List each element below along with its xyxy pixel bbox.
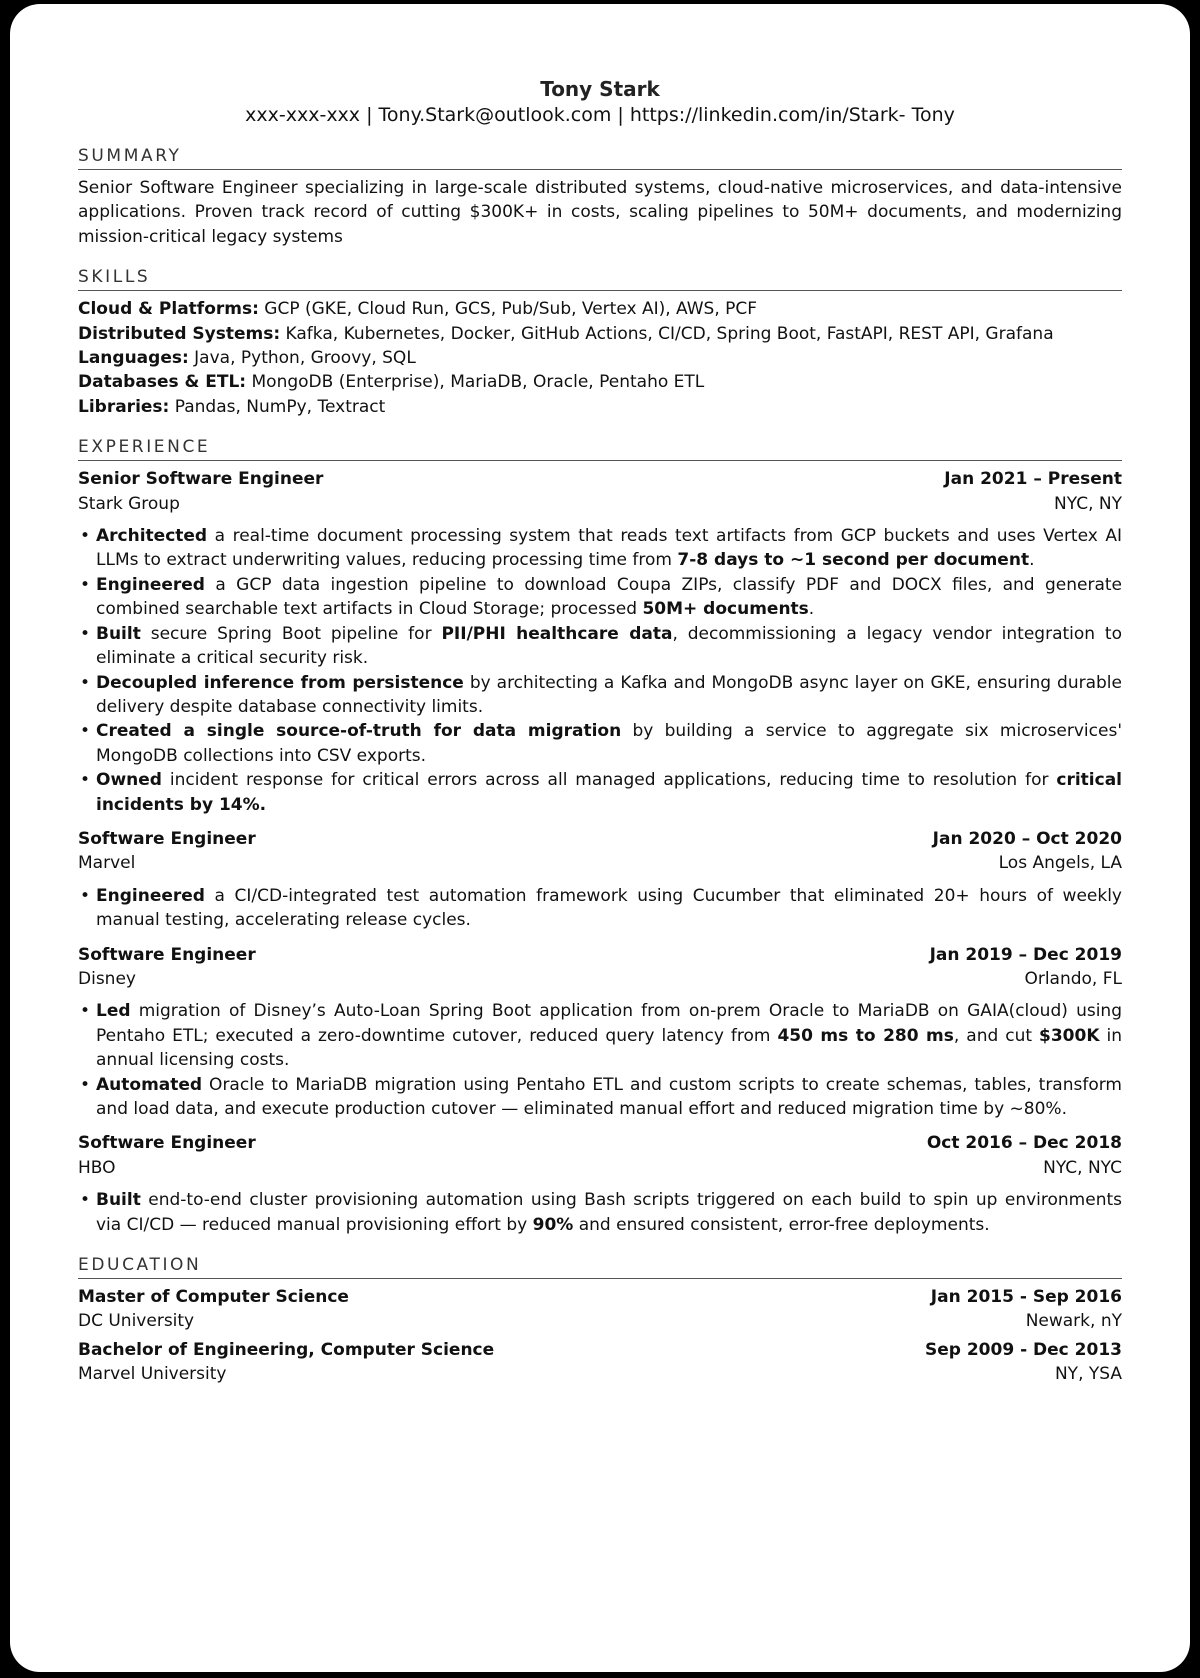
bullet-segment: Owned	[96, 770, 162, 791]
skill-label: Languages:	[78, 348, 189, 369]
job-title: Software Engineer	[78, 828, 256, 849]
job-title: Software Engineer	[78, 1133, 256, 1154]
job-bullets	[78, 999, 1122, 1121]
job-bullets	[78, 524, 1122, 817]
job-entry	[78, 467, 1122, 817]
bullet-segment: by building a service to aggregate six microservices' MongoDB collections into CSV exports.	[96, 721, 1122, 766]
section-title-education: EDUCATION	[78, 1253, 1122, 1279]
bullet-segment: Automated	[96, 1074, 203, 1095]
job-company: Disney	[78, 968, 136, 989]
skill-line	[78, 297, 1122, 321]
section-title-summary: SUMMARY	[78, 144, 1122, 170]
bullet-segment: Built	[96, 623, 141, 644]
bullet-segment: Led	[96, 1001, 131, 1022]
job-bullet	[78, 999, 1122, 1072]
job-location: Orlando, FL	[1024, 968, 1122, 989]
bullet-segment: 90%	[532, 1214, 574, 1235]
bullet-segment: Created a single source-of-truth for data migration	[96, 721, 622, 742]
education-section	[78, 1253, 1122, 1387]
bullet-segment: Architected	[96, 526, 208, 547]
edu-degree: Master of Computer Science	[78, 1287, 349, 1308]
skill-value: Kafka, Kubernetes, Docker, GitHub Actions, CI/CD, Spring Boot, FastAPI, REST API, Grafana	[280, 323, 1054, 344]
job-dates: Oct 2016 – Dec 2018	[926, 1133, 1122, 1154]
job-header-row	[78, 827, 1122, 851]
skills-list	[78, 297, 1122, 419]
bullet-segment: 7-8 days to ~1 second per document	[677, 550, 1030, 571]
skill-value: Pandas, NumPy, Textract	[169, 396, 386, 417]
job-location: NYC, NYC	[1043, 1157, 1122, 1178]
bullet-segment: 50M+ documents	[642, 599, 809, 620]
edu-school-row	[78, 1309, 1122, 1333]
job-company: Marvel	[78, 853, 136, 874]
skill-line	[78, 395, 1122, 419]
bullet-segment: incident response for critical errors across all managed applications, reducing time to resolution for	[161, 770, 1057, 791]
edu-header-row	[78, 1338, 1122, 1362]
job-entry	[78, 943, 1122, 1122]
job-company-row	[78, 851, 1122, 875]
skill-label: Distributed Systems:	[78, 323, 281, 344]
job-bullet	[78, 884, 1122, 933]
job-dates: Jan 2019 – Dec 2019	[929, 944, 1122, 965]
job-title: Software Engineer	[78, 944, 256, 965]
bullet-segment: .	[1029, 550, 1035, 571]
job-location: NYC, NY	[1054, 493, 1122, 514]
bullet-segment: a CI/CD-integrated test automation framework using Cucumber that eliminated 20+ hours of weekly manual testing, accelerating release cycles.	[96, 885, 1122, 931]
job-company-row	[78, 967, 1122, 991]
edu-school: DC University	[78, 1311, 195, 1332]
bullet-segment: .	[808, 599, 815, 620]
edu-dates: Sep 2009 - Dec 2013	[924, 1339, 1122, 1360]
job-dates: Jan 2021 – Present	[944, 469, 1122, 490]
job-header-row	[78, 943, 1122, 967]
bullet-segment: and ensured consistent, error-free deployments.	[573, 1214, 990, 1235]
summary-section	[78, 144, 1122, 249]
job-company: Stark Group	[78, 493, 180, 514]
job-header-row	[78, 1131, 1122, 1155]
skill-label: Databases & ETL:	[78, 372, 247, 393]
edu-location: NY, YSA	[1054, 1364, 1122, 1385]
resume-page	[10, 4, 1190, 1672]
bullet-segment: 450 ms to 280 ms	[777, 1025, 954, 1046]
job-bullet	[78, 1188, 1122, 1237]
skill-line	[78, 322, 1122, 346]
bullet-segment: a real-time document processing system that reads text artifacts from GCP buckets and uses Vertex AI LLMs to extract underwriting values, reducing processing time from	[96, 526, 1122, 571]
experience-section	[78, 435, 1122, 1237]
job-bullet	[78, 719, 1122, 768]
job-entry	[78, 1131, 1122, 1237]
job-location: Los Angels, LA	[998, 853, 1122, 874]
bullet-segment: $300K	[1039, 1025, 1100, 1046]
skill-label: Cloud & Platforms:	[78, 299, 259, 320]
edu-school-row	[78, 1362, 1122, 1386]
bullet-segment: Decoupled inference from persistence	[96, 672, 464, 693]
edu-degree: Bachelor of Engineering, Computer Science	[78, 1339, 495, 1360]
job-bullet	[78, 1073, 1122, 1122]
skill-line	[78, 346, 1122, 370]
education-entry	[78, 1285, 1122, 1334]
bullet-segment: Built	[96, 1190, 141, 1211]
jobs-list	[78, 467, 1122, 1237]
job-header-row	[78, 467, 1122, 491]
job-dates: Jan 2020 – Oct 2020	[932, 828, 1122, 849]
job-title: Senior Software Engineer	[78, 469, 324, 490]
bullet-segment: migration of Disney’s Auto-Loan Spring Boot application from on-prem Oracle to MariaDB on GAIA(cloud) using Pentaho ETL; executed a zero-downtime cutover, reduced query latency from	[96, 1001, 1122, 1046]
education-entry	[78, 1338, 1122, 1387]
section-title-skills: SKILLS	[78, 265, 1122, 291]
summary-text: Senior Software Engineer specializing in large-scale distributed systems, cloud-native microservices, and data-intensive applications. Proven track record of cutting $300K+ in costs, scaling pipelines to 50M+ documents, and modernizing mission-critical legacy systems	[78, 178, 1122, 247]
edu-school: Marvel University	[78, 1364, 227, 1385]
edu-location: Newark, nY	[1025, 1311, 1122, 1332]
bullet-segment: in annual licensing costs.	[96, 1025, 1122, 1071]
job-bullet	[78, 622, 1122, 671]
job-company-row	[78, 492, 1122, 516]
bullet-segment: critical incidents by 14%.	[96, 770, 1122, 815]
job-bullet	[78, 671, 1122, 720]
edu-dates: Jan 2015 - Sep 2016	[930, 1287, 1122, 1308]
bullet-segment: a GCP data ingestion pipeline to download Coupa ZIPs, classify PDF and DOCX files, and generate combined searchable text artifacts in Cloud Storage; processed	[96, 574, 1122, 620]
bullet-segment: secure Spring Boot pipeline for	[140, 623, 442, 644]
skill-line	[78, 370, 1122, 394]
bullet-segment: PII/PHI healthcare data	[441, 623, 673, 644]
bullet-segment: , and cut	[953, 1025, 1040, 1046]
contact-line: xxx-xxx-xxx | Tony.Stark@outlook.com | https://linkedin.com/in/Stark- Tony	[245, 104, 955, 126]
job-bullet	[78, 524, 1122, 573]
bullet-segment: end-to-end cluster provisioning automation using Bash scripts triggered on each build to spin up environments via CI/CD — reduced manual provisioning effort by	[96, 1190, 1122, 1235]
skills-section	[78, 265, 1122, 419]
skill-value: GCP (GKE, Cloud Run, GCS, Pub/Sub, Vertex AI), AWS, PCF	[258, 299, 758, 320]
job-company: HBO	[78, 1157, 116, 1178]
bullet-segment: Engineered	[96, 885, 205, 906]
job-company-row	[78, 1156, 1122, 1180]
bullet-segment: , decommissioning a legacy vendor integration to eliminate a critical security risk.	[96, 623, 1122, 669]
education-list	[78, 1285, 1122, 1387]
bullet-segment: by architecting a Kafka and MongoDB async layer on GKE, ensuring durable delivery despite database connectivity limits.	[96, 672, 1122, 717]
job-bullet	[78, 573, 1122, 622]
section-title-experience: EXPERIENCE	[78, 435, 1122, 461]
candidate-name: Tony Stark	[540, 77, 660, 101]
bullet-segment: Engineered	[96, 574, 205, 595]
job-bullets	[78, 884, 1122, 933]
bullet-segment: Oracle to MariaDB migration using Pentaho ETL and custom scripts to create schemas, tables, transform and load data, and execute production cutover — eliminated manual effort and reduced migration time by ~80%.	[96, 1074, 1122, 1119]
job-entry	[78, 827, 1122, 933]
edu-header-row	[78, 1285, 1122, 1309]
job-bullets	[78, 1188, 1122, 1237]
resume-content	[78, 76, 1122, 1387]
skill-value: Java, Python, Groovy, SQL	[188, 348, 416, 369]
job-bullet	[78, 768, 1122, 817]
skill-value: MongoDB (Enterprise), MariaDB, Oracle, Pentaho ETL	[246, 372, 705, 393]
skill-label: Libraries:	[78, 396, 170, 417]
